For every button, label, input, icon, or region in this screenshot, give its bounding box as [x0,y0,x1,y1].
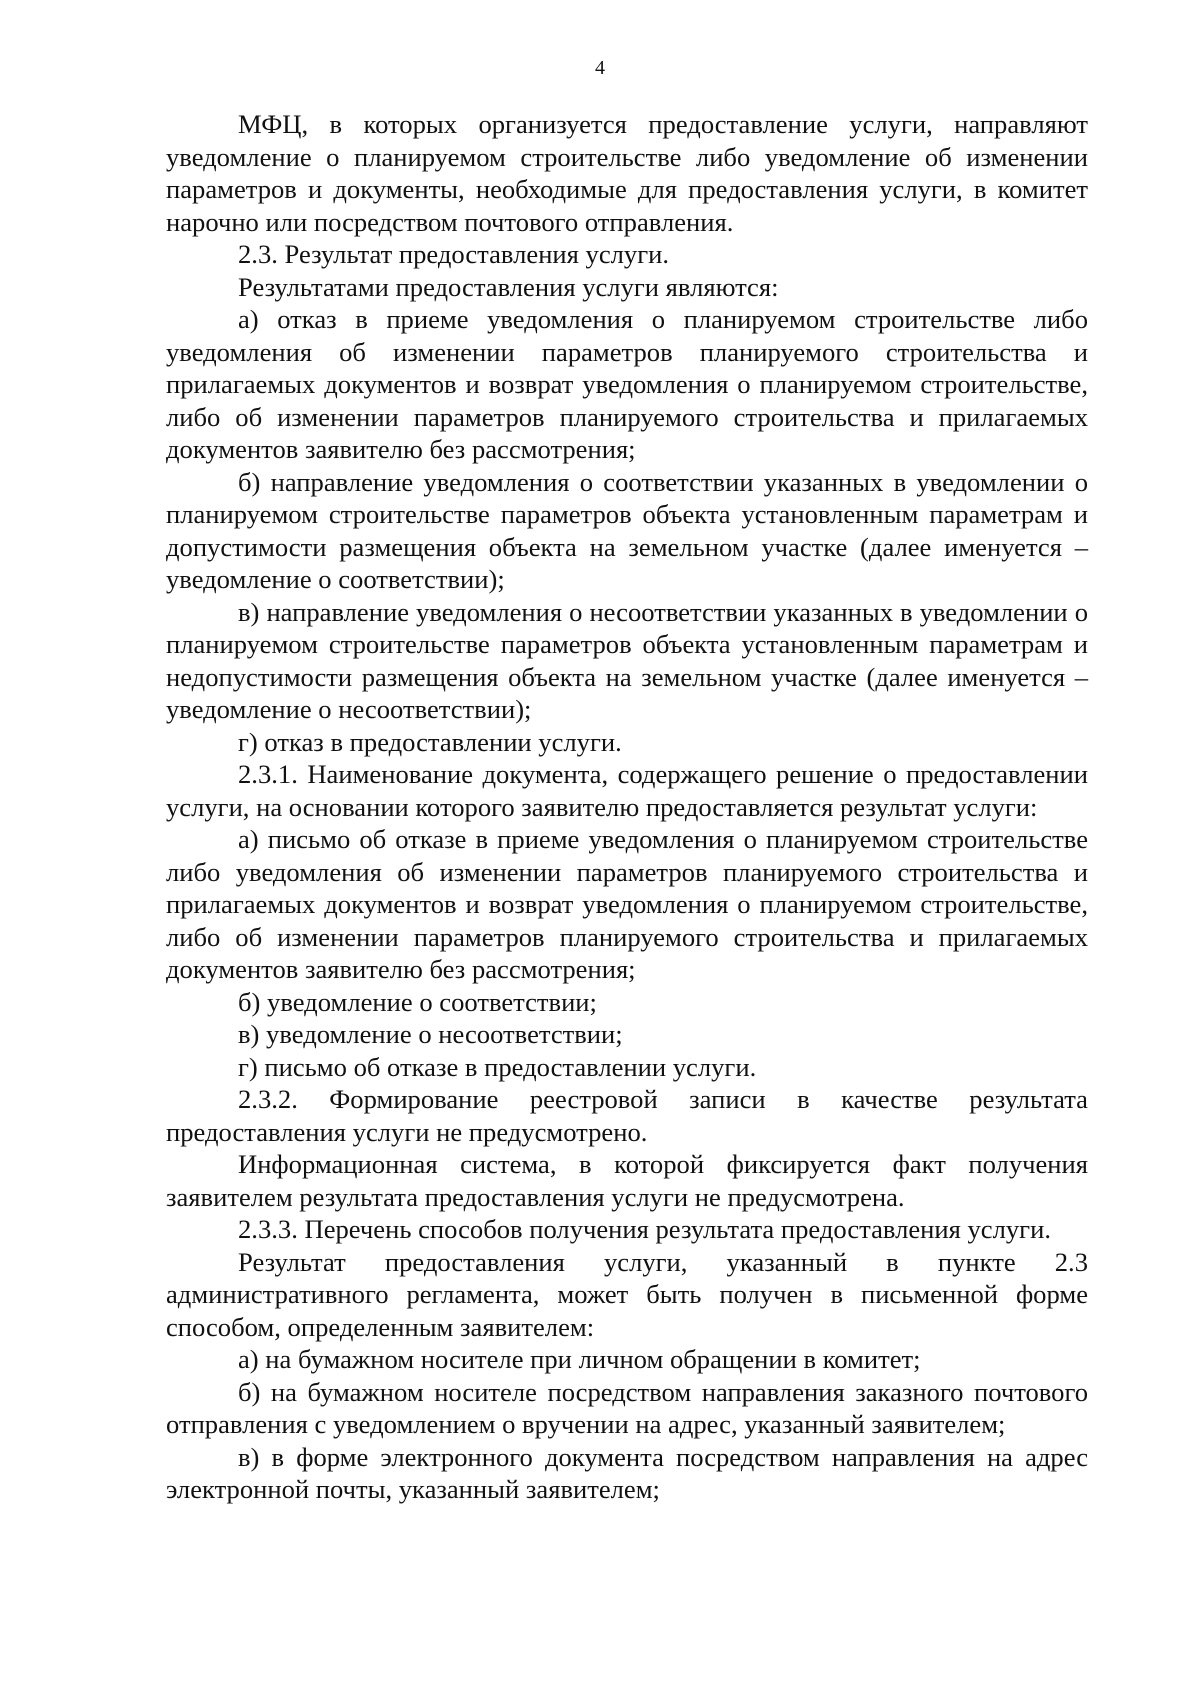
list-item-method-b: б) на бумажном носителе посредством направления заказного почтового отправления с уведомлением о вручении на адрес, указанный заявителем; [166,1376,1088,1439]
list-item-result-c: в) направление уведомления о несоответствии указанных в уведомлении о планируемом строительстве параметров объекта установленным параметрам и недопустимости размещения объекта на земельном участке (далее именуется – уведомление о несоответствии); [166,596,1088,724]
section-heading-2-3-1: 2.3.1. Наименование документа, содержащего решение о предоставлении услуги, на основании которого заявителю предоставляется результат услуги: [166,759,1088,822]
list-item-document-d: г) письмо об отказе в предоставлении услуги. [238,1051,757,1082]
section-heading-2-3-3: 2.3.3. Перечень способов получения результата предоставления услуги. [238,1214,1051,1244]
list-item-result-d: г) отказ в предоставлении услуги. [238,726,622,757]
list-item-result-a: а) отказ в приеме уведомления о планируемом строительстве либо уведомления об изменении параметров планируемого строительства и прилагаемых документов и возврат уведомления о планируемом строительстве, либо об изменении параметров планируемого строительства и прилагаемых документов заявителю без рассмотрения; [166,304,1088,464]
list-item-document-b: б) уведомление о соответствии; [238,986,597,1017]
paragraph-mfc-notification: МФЦ, в которых организуется предоставление услуги, направляют уведомление о планируемом строительстве либо уведомление об изменении параметров и документы, необходимые для предоставления услуги, в комитет нарочно или посредством почтового отправления. [166,109,1088,237]
section-heading-2-3-2: 2.3.2. Формирование реестровой записи в качестве результата предоставления услуги не предусмотрено. [166,1084,1088,1147]
paragraph-information-system: Информационная система, в которой фиксируется факт получения заявителем результата предоставления услуги не предусмотрена. [166,1149,1088,1212]
list-item-method-c: в) в форме электронного документа посредством направления на адрес электронной почты, указанный заявителем; [166,1441,1088,1504]
page-number: 4 [595,57,605,79]
list-item-result-b: б) направление уведомления о соответствии указанных в уведомлении о планируемом строительстве параметров объекта установленным параметрам и допустимости размещения объекта на земельном участке (далее именуется – уведомление о соответствии); [166,466,1088,594]
list-item-method-a: а) на бумажном носителе при личном обращении в комитет; [238,1344,921,1374]
paragraph-result-forms: Результат предоставления услуги, указанный в пункте 2.3 административного регламента, может быть получен в письменной форме способом, определенным заявителем: [166,1246,1088,1342]
section-heading-2-3: 2.3. Результат предоставления услуги. [238,239,670,269]
list-item-document-a: а) письмо об отказе в приеме уведомления о планируемом строительстве либо уведомления об изменении параметров планируемого строительства и прилагаемых документов и возврат уведомления о планируемом строительстве, либо об изменении параметров планируемого строительства и прилагаемых документов заявителю без рассмотрения; [166,824,1088,984]
document-body [166,108,1088,1506]
list-item-document-c: в) уведомление о несоответствии; [238,1019,623,1049]
paragraph-results-intro: Результатами предоставления услуги являются: [238,271,779,302]
